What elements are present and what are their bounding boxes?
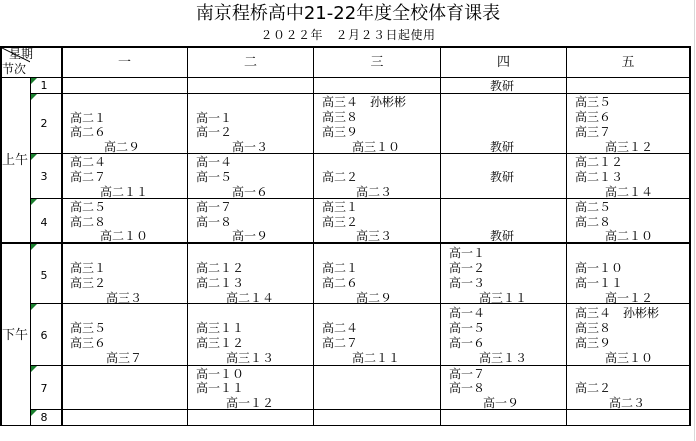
cell-r5-c4-line1: 高一１ (449, 246, 486, 260)
cell-r3-c1-line3: 高二１１ (100, 185, 149, 199)
cell-r6-c4-line1: 高一４ (449, 306, 486, 320)
cell-r5-c4-line3: 高一３ (449, 276, 486, 290)
cell-r4-c1-line3: 高二１０ (100, 229, 149, 243)
cell-r5-c2-line2: 高二１３ (196, 276, 245, 290)
cell-r2-c1-line2: 高二６ (70, 125, 107, 139)
cell-r6-c2-line1: 高三１１ (196, 321, 245, 335)
cell-r2-c5-line1: 高三５ (575, 95, 612, 109)
cell-r6-c1-line1: 高三５ (70, 321, 107, 335)
cell-r2-c2-line2: 高一２ (196, 125, 233, 139)
cell-r3-c5-line2: 高二１３ (575, 170, 624, 184)
row-border-6 (30, 365, 690, 366)
col-border-left (0, 46, 2, 426)
cell-r2-c2-line3: 高一３ (232, 140, 269, 154)
cell-r6-c3-line3: 高二１１ (352, 351, 401, 365)
cell-r4-c2-line2: 高一８ (196, 215, 233, 229)
cell-r1-c4: 教研 (490, 79, 515, 93)
day-header-2: 二 (243, 55, 257, 70)
cell-r4-c5-line2: 高二８ (575, 215, 612, 229)
col-border-right (689, 46, 691, 426)
cell-marker (31, 244, 37, 250)
period-number-7: 7 (40, 382, 48, 395)
cell-r5-c5-line3: 高一１２ (605, 291, 654, 305)
cell-r6-c4-line2: 高一５ (449, 321, 486, 335)
gridline-faint (694, 0, 695, 441)
day-header-3: 三 (370, 55, 384, 70)
cell-r6-c1-line2: 高三６ (70, 336, 107, 350)
cell-r5-c1-line3: 高三３ (106, 291, 143, 305)
header-bottom-border (0, 77, 690, 78)
row-border-8 (0, 425, 690, 426)
cell-r2-c3-line1: 高三４ 孙彬彬 (322, 95, 407, 109)
col-border-3 (440, 46, 441, 426)
cell-r7-c5-line1: 高二２ (575, 381, 612, 395)
cell-r6-c2-line3: 高三１３ (226, 351, 275, 365)
cell-marker (31, 94, 37, 100)
day-header-4: 四 (496, 55, 510, 70)
period-number-2: 2 (40, 117, 48, 130)
cell-r4-c3-line2: 高三２ (322, 215, 359, 229)
cell-marker (31, 199, 37, 205)
cell-r4-c2-line1: 高一７ (196, 200, 233, 214)
page-subtitle: ２０２２年 ２月２３日起使用 (260, 28, 436, 42)
cell-r6-c4-line4: 高三１３ (479, 351, 528, 365)
cell-r2-c3-line2: 高三８ (322, 110, 359, 124)
cell-r3-c1-line2: 高二７ (70, 170, 107, 184)
cell-r3-c5-line1: 高二１２ (575, 155, 624, 169)
row-border-7 (30, 409, 690, 410)
cell-r7-c4-line2: 高一８ (449, 381, 486, 395)
cell-r2-c2-line1: 高一１ (196, 111, 233, 125)
cell-r5-c3-line3: 高二９ (356, 291, 393, 305)
period-number-8: 8 (40, 411, 48, 424)
period-number-5: 5 (40, 269, 48, 282)
corner-period-label: 节次 (2, 62, 27, 76)
cell-r6-c5-line3: 高三９ (575, 336, 612, 350)
col-border-session (30, 77, 31, 425)
cell-r2-c5-line2: 高三６ (575, 110, 612, 124)
cell-r3-c2-line3: 高一６ (232, 185, 269, 199)
day-header-1: 一 (117, 55, 131, 70)
cell-r3-c2-line2: 高一５ (196, 170, 233, 184)
cell-r6-c5-line4: 高三１０ (605, 351, 654, 365)
cell-r4-c5-line3: 高二１０ (605, 229, 654, 243)
period-number-4: 4 (40, 216, 48, 229)
cell-r7-c4-line3: 高一９ (483, 396, 520, 410)
col-border-1 (187, 46, 188, 426)
cell-r3-c4: 教研 (490, 170, 515, 184)
cell-r4-c1-line2: 高二８ (70, 215, 107, 229)
cell-r5-c5-line1: 高一１０ (575, 261, 624, 275)
row-border-1 (30, 93, 690, 94)
period-number-3: 3 (40, 170, 48, 183)
table-top-border (0, 46, 690, 48)
cell-r5-c5-line2: 高一１１ (575, 276, 624, 290)
cell-r6-c3-line2: 高二７ (322, 336, 359, 350)
cell-r2-c3-line3: 高三９ (322, 125, 359, 139)
cell-r7-c4-line1: 高一７ (449, 367, 486, 381)
col-border-4 (566, 46, 567, 426)
cell-marker (31, 366, 37, 372)
cell-r5-c4-line2: 高一２ (449, 261, 486, 275)
col-border-2 (313, 46, 314, 426)
session-morning: 上午 (2, 153, 29, 168)
cell-r5-c1-line2: 高三２ (70, 276, 107, 290)
cell-r7-c5-line2: 高二３ (609, 396, 646, 410)
cell-r2-c3-line4: 高三１０ (352, 140, 401, 154)
cell-r5-c4-line4: 高三１１ (479, 291, 528, 305)
cell-r6-c3-line1: 高二４ (322, 321, 359, 335)
cell-r4-c5-line1: 高二５ (575, 200, 612, 214)
cell-r3-c1-line1: 高二４ (70, 155, 107, 169)
session-afternoon: 下午 (2, 328, 29, 343)
cell-r2-c5-line3: 高三７ (575, 125, 612, 139)
period-number-1: 1 (40, 79, 48, 92)
cell-r6-c4-line3: 高一６ (449, 336, 486, 350)
cell-r2-c1-line1: 高二１ (70, 111, 107, 125)
period-number-6: 6 (40, 329, 48, 342)
cell-r7-c2-line3: 高一１２ (226, 396, 275, 410)
page-title: 南京程桥高中21-22年度全校体育课表 (195, 3, 501, 24)
cell-r4-c3-line3: 高三３ (356, 229, 393, 243)
cell-r4-c4: 教研 (490, 229, 515, 243)
cell-r2-c1-line3: 高二９ (104, 140, 141, 154)
cell-r4-c2-line3: 高一９ (232, 229, 269, 243)
cell-r3-c3-line2: 高二３ (356, 185, 393, 199)
cell-r3-c3-line1: 高二２ (322, 170, 359, 184)
cell-r6-c1-line3: 高三７ (106, 351, 143, 365)
cell-marker (31, 154, 37, 160)
cell-r3-c5-line3: 高二１４ (605, 185, 654, 199)
cell-r4-c1-line1: 高二５ (70, 200, 107, 214)
day-header-5: 五 (621, 55, 635, 70)
cell-r5-c1-line1: 高三１ (70, 261, 107, 275)
cell-r2-c5-line4: 高三１２ (605, 140, 654, 154)
cell-r7-c2-line2: 高一１１ (196, 381, 245, 395)
cell-r4-c3-line1: 高三１ (322, 200, 359, 214)
cell-r5-c3-line2: 高二６ (322, 276, 359, 290)
cell-r7-c2-line1: 高一１０ (196, 367, 245, 381)
cell-r6-c2-line2: 高三１２ (196, 336, 245, 350)
corner-day-label: 星期 (9, 47, 34, 61)
cell-r5-c3-line1: 高二１ (322, 261, 359, 275)
cell-marker (31, 304, 37, 310)
cell-r6-c5-line2: 高三８ (575, 321, 612, 335)
cell-r6-c5-line1: 高三４ 孙彬彬 (575, 306, 660, 320)
col-border-period (61, 46, 63, 426)
cell-r3-c2-line1: 高一４ (196, 155, 233, 169)
cell-r5-c2-line3: 高二１４ (226, 291, 275, 305)
cell-r5-c2-line1: 高二１２ (196, 261, 245, 275)
cell-r2-c4: 教研 (490, 140, 515, 154)
